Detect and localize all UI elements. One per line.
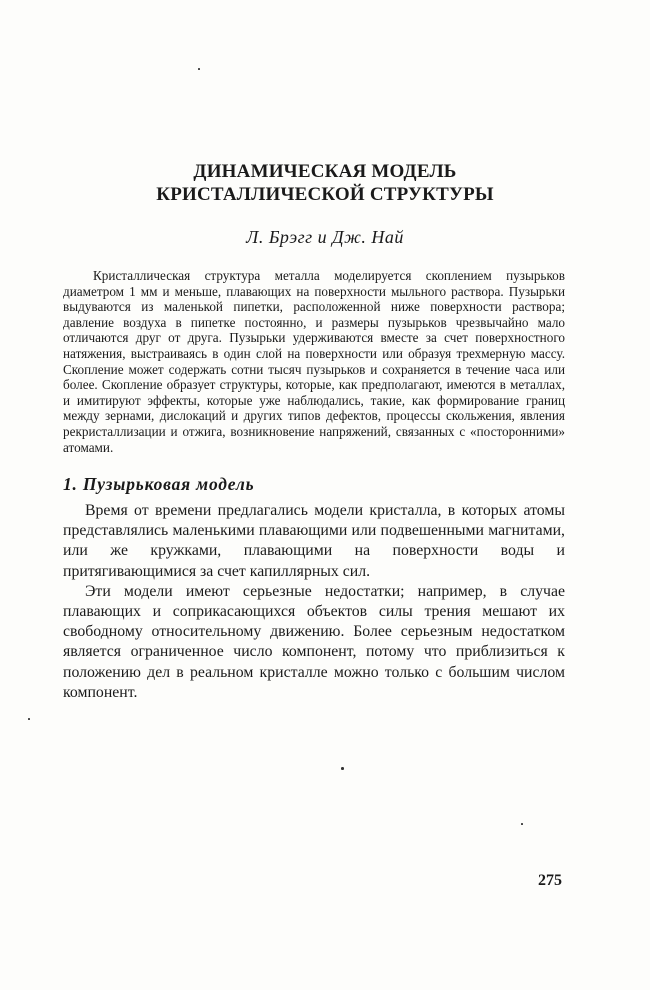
title-line-2: КРИСТАЛЛИЧЕСКОЙ СТРУКТУРЫ xyxy=(156,184,494,205)
page-number: 275 xyxy=(538,872,562,889)
section-heading: 1. Пузырьковая модель xyxy=(63,474,255,494)
article-authors: Л. Брэгг и Дж. Най xyxy=(246,227,404,247)
scan-speck xyxy=(341,767,344,770)
body-paragraph-1: Время от времени предлагались модели кристалла, в которых атомы представлялись маленькими плавающими или подвешенными магнитами, или же кружками, плавающими на поверхности воды и притягивающимися за счет капиллярных сил. xyxy=(63,502,565,580)
body-paragraph-2: Эти модели имеют серьезные недостатки; например, в случае плавающих и соприкасающихся объектов силы трения мешают их свободному относительному движению. Более серьезным недостатком является ограниченное число компонент, потому что приблизиться к положению дел в реальном кристалле можно только с большим числом компонент. xyxy=(63,582,565,701)
title-line-1: ДИНАМИЧЕСКАЯ МОДЕЛЬ xyxy=(193,161,457,182)
scan-speck xyxy=(28,718,30,720)
scan-speck xyxy=(521,823,523,825)
scan-speck xyxy=(198,68,200,70)
article-abstract: Кристаллическая структура металла моделируется скоплением пузырьков диаметром 1 мм и меньше, плавающих на поверхности мыльного раствора. Пузырьки выдуваются из маленькой пипетки, расположенной ниже поверхности раствора; давление воздуха в пипетке постоянно, и размеры пузырьков чрезвычайно мало отличаются друг от друга. Пузырьки удерживаются вместе за счет поверхностного натяжения, выстраиваясь в один слой на поверхности или образуя трехмерную массу. Скопление может содержать сотни тысяч пузырьков и сохраняется в течение часа или более. Скопление образует структуры, которые, как предполагают, имеются в металлах, и имитируют эффекты, которые уже наблюдались, такие, как формирование границ между зернами, дислокаций и других типов дефектов, процессы скольжения, явления рекристаллизации и отжига, возникновение напряжений, связанных с «посторонними» атомами. xyxy=(63,268,565,455)
article-title xyxy=(60,160,590,206)
section-body xyxy=(63,501,565,703)
